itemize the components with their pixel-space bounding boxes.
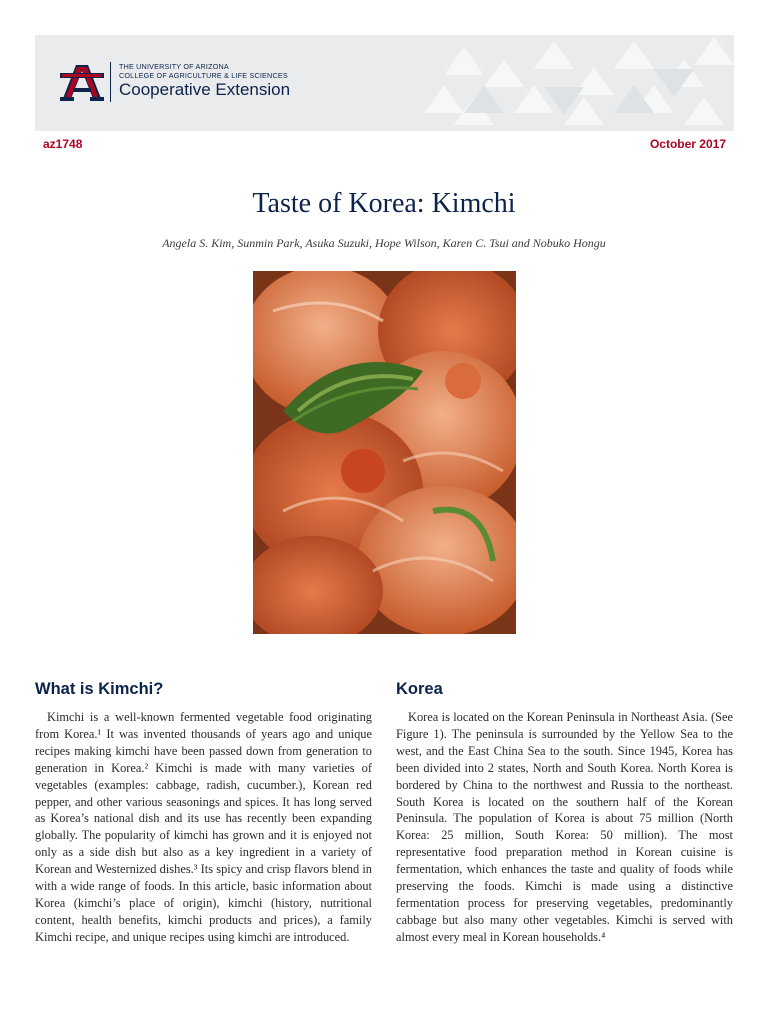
section-body: Korea is located on the Korean Peninsula in Northeast Asia. (See Figure 1). The peninsula is surrounded by the Yellow Sea to the west, and the East China Sea to the south. Since 1945, Korea has been divided into 2 states, North and South Korea. North Korea is bordered by China to the northwest and Russia to the northeast. South Korea is located on the southern half of the Korean Peninsula. The population of Korea is about 75 million (North Korea: 25 million, South Korea: 50 million). The most representative food preparation method in Korean cuisine is fermentation, which enhances the taste and quality of foods while preserving the foods. Kimchi is made using a distinctive fermentation process for preserving vegetables, predominantly cabbage but also many other vegetables. Kimchi is served with almost every meal in Korean households.⁴ <box>396 710 733 944</box>
university-name: THE UNIVERSITY OF ARIZONA <box>119 62 229 71</box>
section-heading: What is Kimchi? <box>35 680 164 698</box>
author-list: Angela S. Kim, Sunmin Park, Asuka Suzuki, Hope Wilson, Karen C. Tsui and Nobuko Hongu <box>162 236 606 250</box>
publication-date: October 2017 <box>649 137 726 151</box>
university-of-arizona-a-logo-icon <box>60 63 104 101</box>
college-name: COLLEGE OF AGRICULTURE & LIFE SCIENCES <box>119 71 288 80</box>
kimchi-photo <box>253 271 516 634</box>
section-what-is-kimchi <box>35 680 372 946</box>
kimchi-image <box>253 271 516 634</box>
extension-name: Cooperative Extension <box>119 80 291 99</box>
page-title: Taste of Korea: Kimchi <box>252 188 516 219</box>
extension-header-banner <box>35 35 734 131</box>
logo-divider <box>110 62 111 102</box>
section-korea <box>396 680 733 946</box>
publication-id: az1748 <box>43 137 83 151</box>
triangle-pattern-decoration <box>414 35 734 131</box>
section-heading: Korea <box>396 680 443 698</box>
section-body: Kimchi is a well-known fermented vegetable food originating from Korea.¹ It was invented thousands of years ago and unique recipes making kimchi have been passed down from generation to generation in Korea.² Kimchi is made with many varieties of vegetables (examples: cabbage, radish, cucumber.), Korean red pepper, and other various seasonings and spices. It has long served as Korea’s national dish and its use has recently been expanding globally. The popularity of kimchi has grown and it is enjoyed not only as a side dish but also as a key ingredient in a variety of Korean and Westernized dishes.³ Its spicy and crisp flavors blend in with a wide range of foods. In this article, basic information about Korea (kimchi’s place of origin), kimchi (history, nutritional content, health benefits, kimchi products and prices), a family Kimchi recipe, and unique recipes using kimchi are introduced. <box>35 710 372 944</box>
